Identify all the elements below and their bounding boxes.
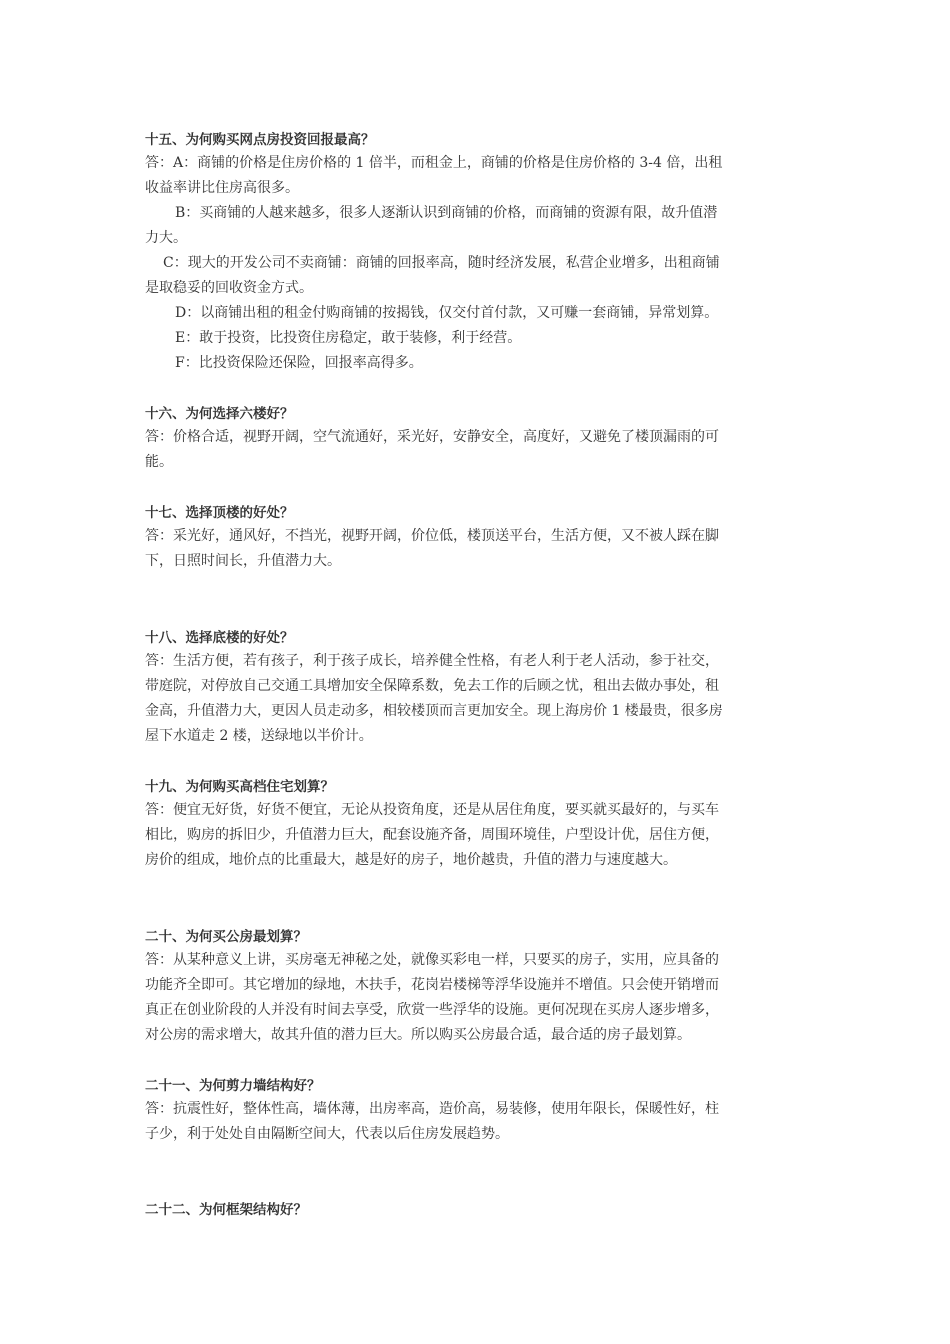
paragraph-line: B：买商铺的人越来越多，很多人逐渐认识到商铺的价格，而商铺的资源有限，故升值潜 (175, 205, 718, 221)
paragraph-line: 能。 (145, 454, 173, 470)
paragraph-line: 屋下水道走 2 楼，送绿地以半价计。 (145, 728, 373, 744)
paragraph-line: C：现大的开发公司不卖商铺：商铺的回报率高，随时经济发展，私营企业增多，出租商铺 (163, 255, 720, 271)
paragraph-line: 答：价格合适，视野开阔，空气流通好，采光好，安静安全，高度好，又避免了楼顶漏雨的可 (145, 429, 719, 445)
paragraph-line: F：比投资保险还保险，回报率高得多。 (175, 355, 423, 371)
paragraph-line: 金高，升值潜力大，更因人员走动多，相较楼顶而言更加安全。现上海房价 1 楼最贵，很多房 (145, 703, 723, 719)
section-title: 二十二、为何框架结构好？ (145, 1202, 307, 1218)
section-title: 十八、选择底楼的好处？ (145, 630, 294, 646)
paragraph-line: 对公房的需求增大，故其升值的潜力巨大。所以购买公房最合适，最合适的房子最划算。 (145, 1027, 691, 1043)
paragraph-line: 真正在创业阶段的人并没有时间去享受，欣赏一些浮华的设施。更何况现在买房人逐步增多， (145, 1002, 719, 1018)
paragraph-line: 答：生活方便，若有孩子，利于孩子成长，培养健全性格，有老人利于老人活动，参于社交， (145, 653, 719, 669)
paragraph-line: 带庭院，对停放自己交通工具增加安全保障系数，免去工作的后顾之忧，租出去做办事处，租 (145, 678, 719, 694)
paragraph-line: 答：A：商铺的价格是住房价格的 1 倍半，而租金上，商铺的价格是住房价格的 3-4 倍，出租 (145, 155, 723, 171)
paragraph-line: 力大。 (145, 230, 187, 246)
section-title: 十五、为何购买网点房投资回报最高？ (145, 132, 375, 148)
paragraph-line: 功能齐全即可。其它增加的绿地，木扶手，花岗岩楼梯等浮华设施并不增值。只会使开销增而 (145, 977, 719, 993)
section-title: 十九、为何购买高档住宅划算？ (145, 779, 334, 795)
paragraph-line: 答：便宜无好货，好货不便宜，无论从投资角度，还是从居住角度，要买就买最好的，与买车 (145, 802, 719, 818)
paragraph-line: 答：采光好，通风好，不挡光，视野开阔，价位低，楼顶送平台，生活方便，又不被人踩在脚 (145, 528, 719, 544)
paragraph-line: 答：从某种意义上讲，买房毫无神秘之处，就像买彩电一样，只要买的房子，实用，应具备的 (145, 952, 719, 968)
paragraph-line: 收益率讲比住房高很多。 (145, 180, 299, 196)
section-title: 十七、选择顶楼的好处？ (145, 505, 294, 521)
section-title: 二十一、为何剪力墙结构好？ (145, 1078, 321, 1094)
section-title: 二十、为何买公房最划算？ (145, 929, 307, 945)
paragraph-line: 答：抗震性好，整体性高，墙体薄，出房率高，造价高，易装修，使用年限长，保暖性好，柱 (145, 1101, 719, 1117)
paragraph-line: 子少，利于处处自由隔断空间大，代表以后住房发展趋势。 (145, 1126, 509, 1142)
paragraph-line: D：以商铺出租的租金付购商铺的按揭钱，仅交付首付款，又可赚一套商铺，异常划算。 (175, 305, 719, 321)
paragraph-line: E：敢于投资，比投资住房稳定，敢于装修，利于经营。 (175, 330, 522, 346)
section-title: 十六、为何选择六楼好？ (145, 406, 294, 422)
paragraph-line: 下，日照时间长，升值潜力大。 (145, 553, 341, 569)
paragraph-line: 房价的组成，地价点的比重最大，越是好的房子，地价越贵，升值的潜力与速度越大。 (145, 852, 677, 868)
paragraph-line: 相比，购房的拆旧少，升值潜力巨大，配套设施齐备，周围环境佳，户型设计优，居住方便， (145, 827, 719, 843)
paragraph-line: 是取稳妥的回收资金方式。 (145, 280, 313, 296)
